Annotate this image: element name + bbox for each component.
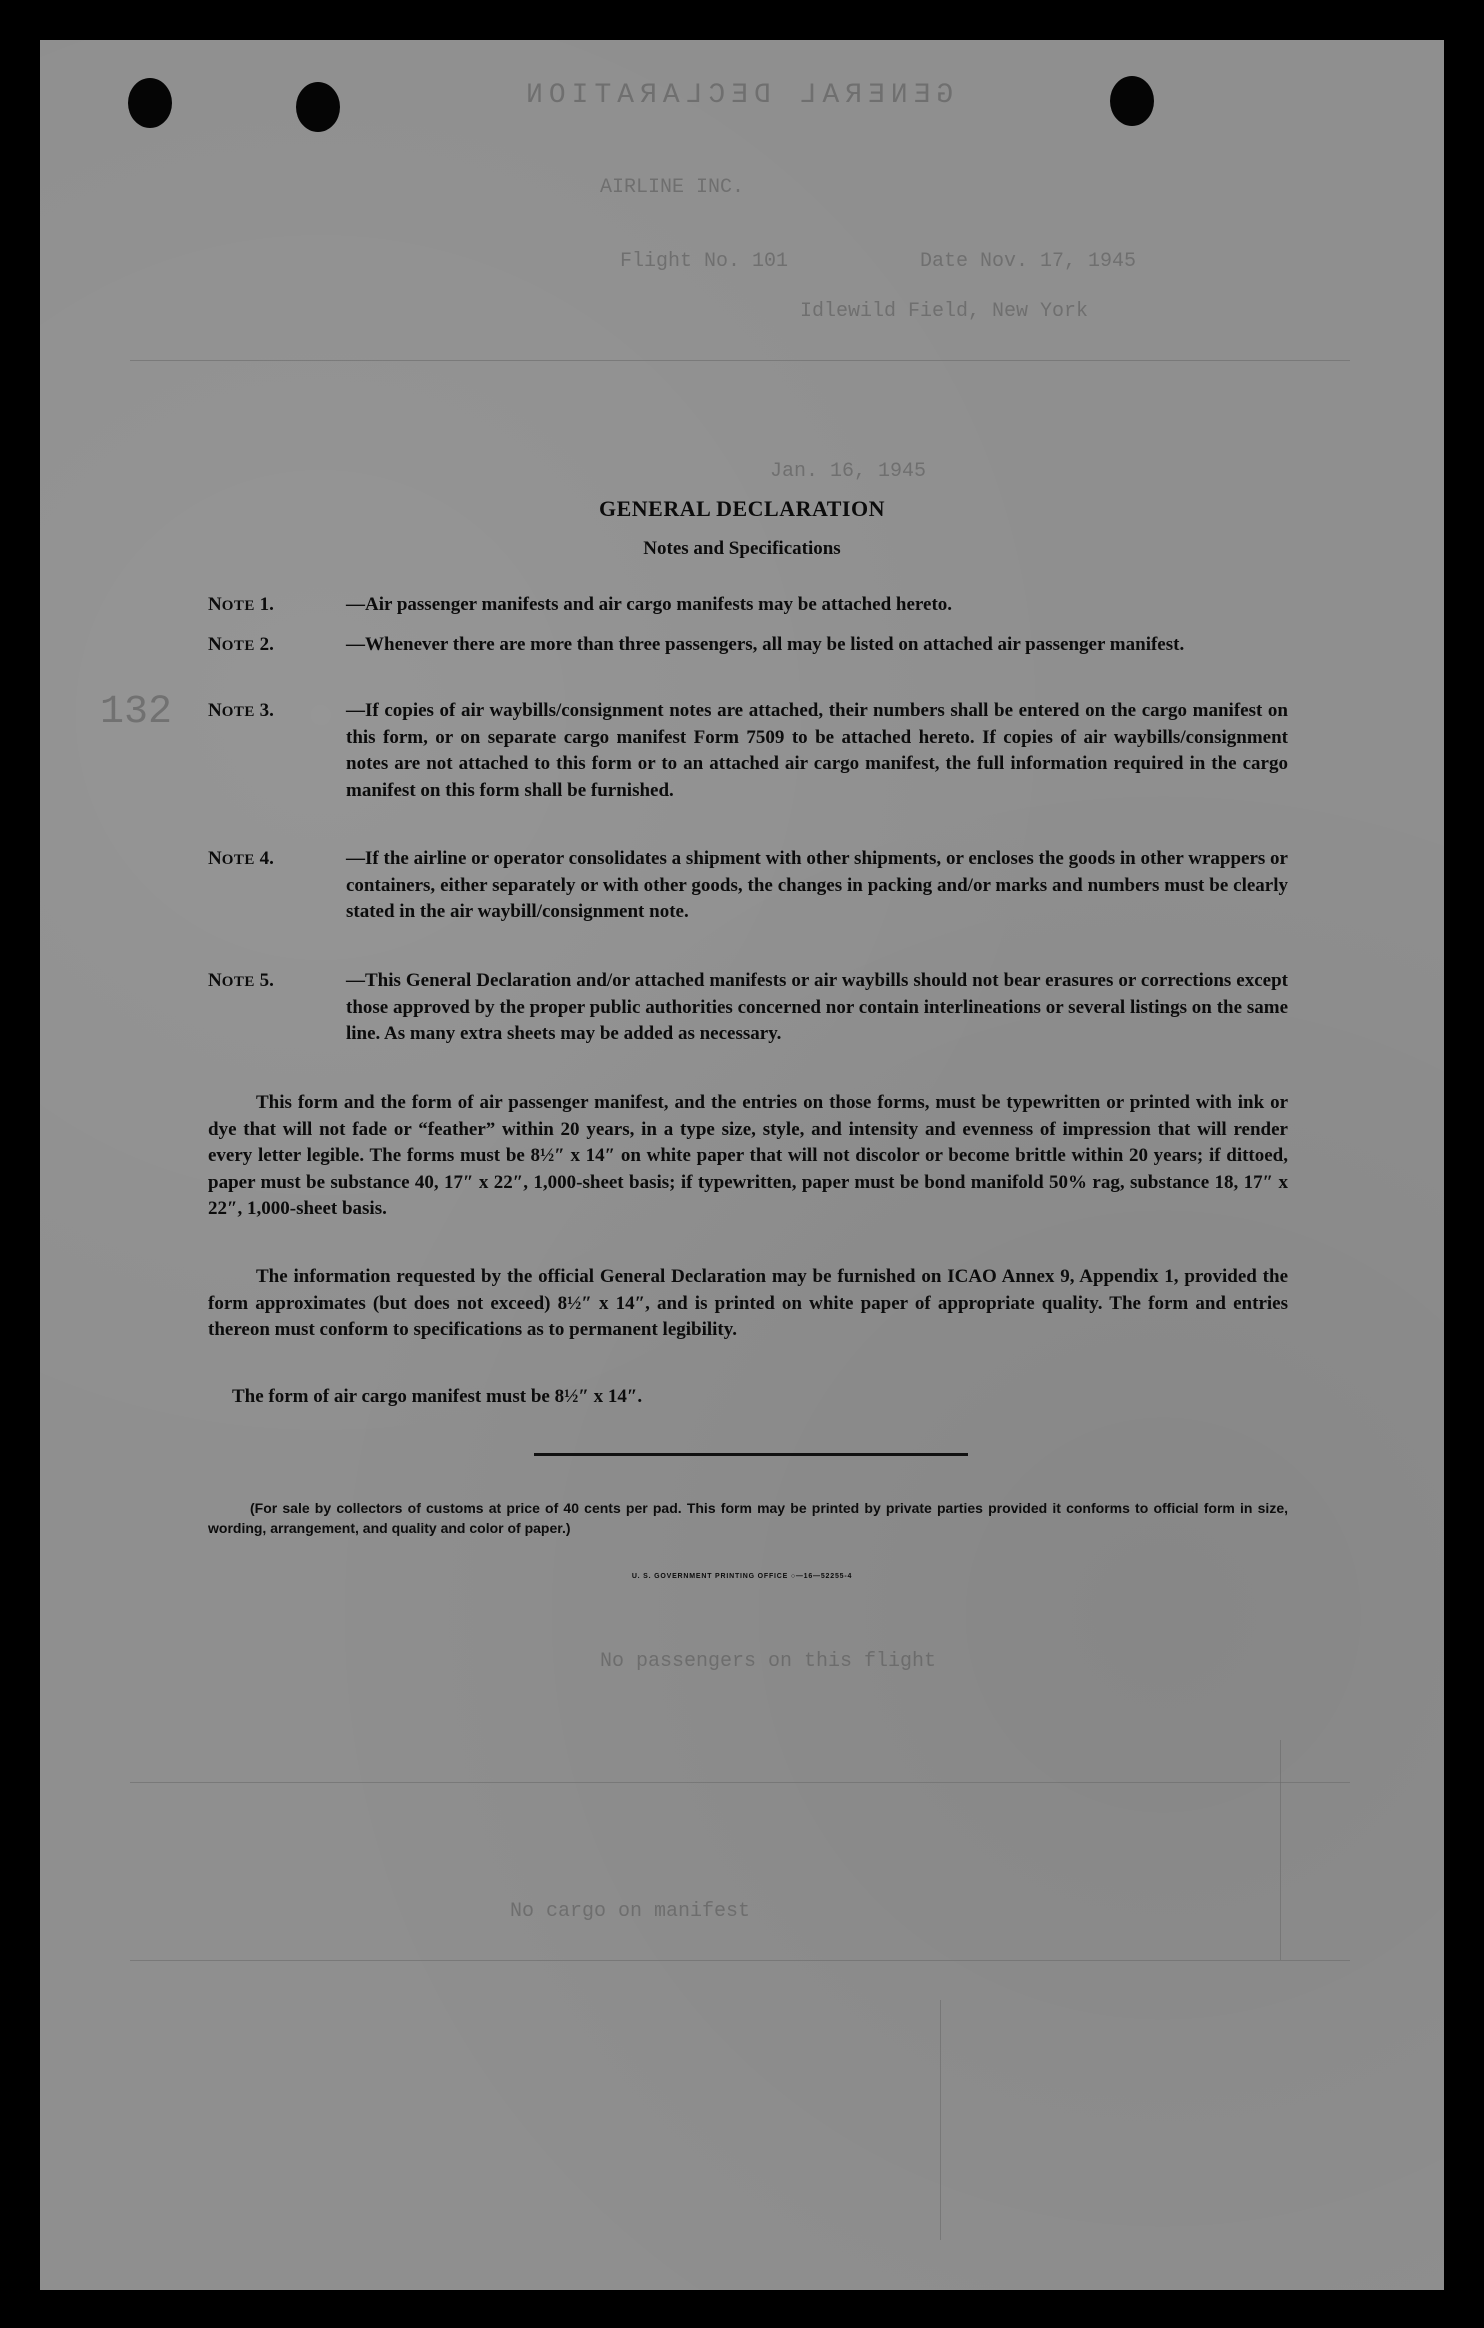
bleed-through-text: Jan. 16, 1945 [770, 460, 927, 483]
note-2 [208, 632, 1288, 659]
note-label: NOTE 2. [208, 634, 274, 655]
bleed-through-text: 132 [100, 690, 173, 735]
note-3 [208, 698, 1288, 804]
note-5 [208, 968, 1288, 1048]
cargo-manifest-size-paragraph: The form of air cargo manifest must be 8½″ x 14″. [232, 1386, 643, 1407]
punch-hole-left-2 [296, 82, 340, 132]
note-text: —If copies of air waybills/consignment notes are attached, their numbers shall be entered on the cargo manifest on this form, or on separate cargo manifest Form 7509 to be attached hereto. If copies of air waybills/consignment notes are not attached to this form or to an attached air cargo manifest, the full information required in the cargo manifest on this form shall be furnished. [346, 700, 1288, 801]
bleed-through-header: GENERAL DECLARATION [520, 80, 954, 111]
form-requirements-paragraph: This form and the form of air passenger manifest, and the entries on those forms, must be typewritten or printed with ink or dye that will not fade or “feather” within 20 years, in a type size, style, and intensity and evenness of impression that will render every letter legible. The forms must be 8½″ x 14″ on white paper that will not discolor or become brittle within 20 years; if dittoed, paper must be substance 40, 17″ x 22″, 1,000-sheet basis; if typewritten, paper must be bond manifold 50% rag, substance 18, 17″ x 22″, 1,000-sheet basis. [208, 1092, 1288, 1219]
bleed-through-text: Flight No. 101 [620, 250, 789, 273]
bleed-through-text: No passengers on this flight [600, 1650, 937, 1673]
bleed-through-text: AIRLINE INC. [600, 176, 745, 199]
note-label: NOTE 3. [208, 700, 274, 721]
printer-imprint: U. S. GOVERNMENT PRINTING OFFICE ○—16—52255-4 [631, 1573, 853, 1580]
note-1 [208, 592, 1288, 619]
punch-hole-right [1110, 76, 1154, 126]
note-text: —If the airline or operator consolidates a shipment with other shipments, or encloses the goods in other wrappers or containers, either separately or with other goods, the changes in packing and/or marks and numbers must be clearly stated in the air waybill/consignment note. [346, 848, 1288, 922]
bleed-through-rule [1280, 1740, 1281, 1960]
icao-paragraph: The information requested by the official General Declaration may be furnished on ICAO Annex 9, Appendix 1, provided the form approximates (but does not exceed) 8½″ x 14″, and is printed on white paper of appropriate quality. The form and entries thereon must conform to specifications as to permanent legibility. [208, 1266, 1288, 1340]
note-label: NOTE 4. [208, 848, 274, 869]
bleed-through-text: No cargo on manifest [510, 1900, 751, 1923]
divider-rule [534, 1453, 968, 1456]
bleed-through-rule [130, 360, 1350, 361]
note-text: —Air passenger manifests and air cargo manifests may be attached hereto. [346, 594, 953, 615]
note-text: —This General Declaration and/or attached manifests or air waybills should not bear erasures or corrections except those approved by the proper public authorities concerned nor contain interlineations or several listings on the same line. As many extra sheets may be added as necessary. [346, 970, 1288, 1044]
note-text: —Whenever there are more than three passengers, all may be listed on attached air passenger manifest. [346, 634, 1185, 655]
bleed-through-rule [130, 1960, 1350, 1961]
page-subtitle: Notes and Specifications [643, 538, 841, 559]
sale-note: (For sale by collectors of customs at price of 40 cents per pad. This form may be printed by private parties provided it conforms to official form in size, wording, arrangement, and quality and color of paper.) [208, 1500, 1288, 1536]
bleed-through-rule [940, 2000, 941, 2240]
bleed-through-text: Idlewild Field, New York [800, 300, 1089, 323]
bleed-through-text: Date Nov. 17, 1945 [920, 250, 1137, 273]
note-4 [208, 846, 1288, 926]
bleed-through-rule [130, 1782, 1350, 1783]
note-label: NOTE 1. [208, 594, 274, 615]
page-title: GENERAL DECLARATION [599, 496, 885, 521]
punch-hole-left-1 [128, 78, 172, 128]
note-label: NOTE 5. [208, 970, 274, 991]
